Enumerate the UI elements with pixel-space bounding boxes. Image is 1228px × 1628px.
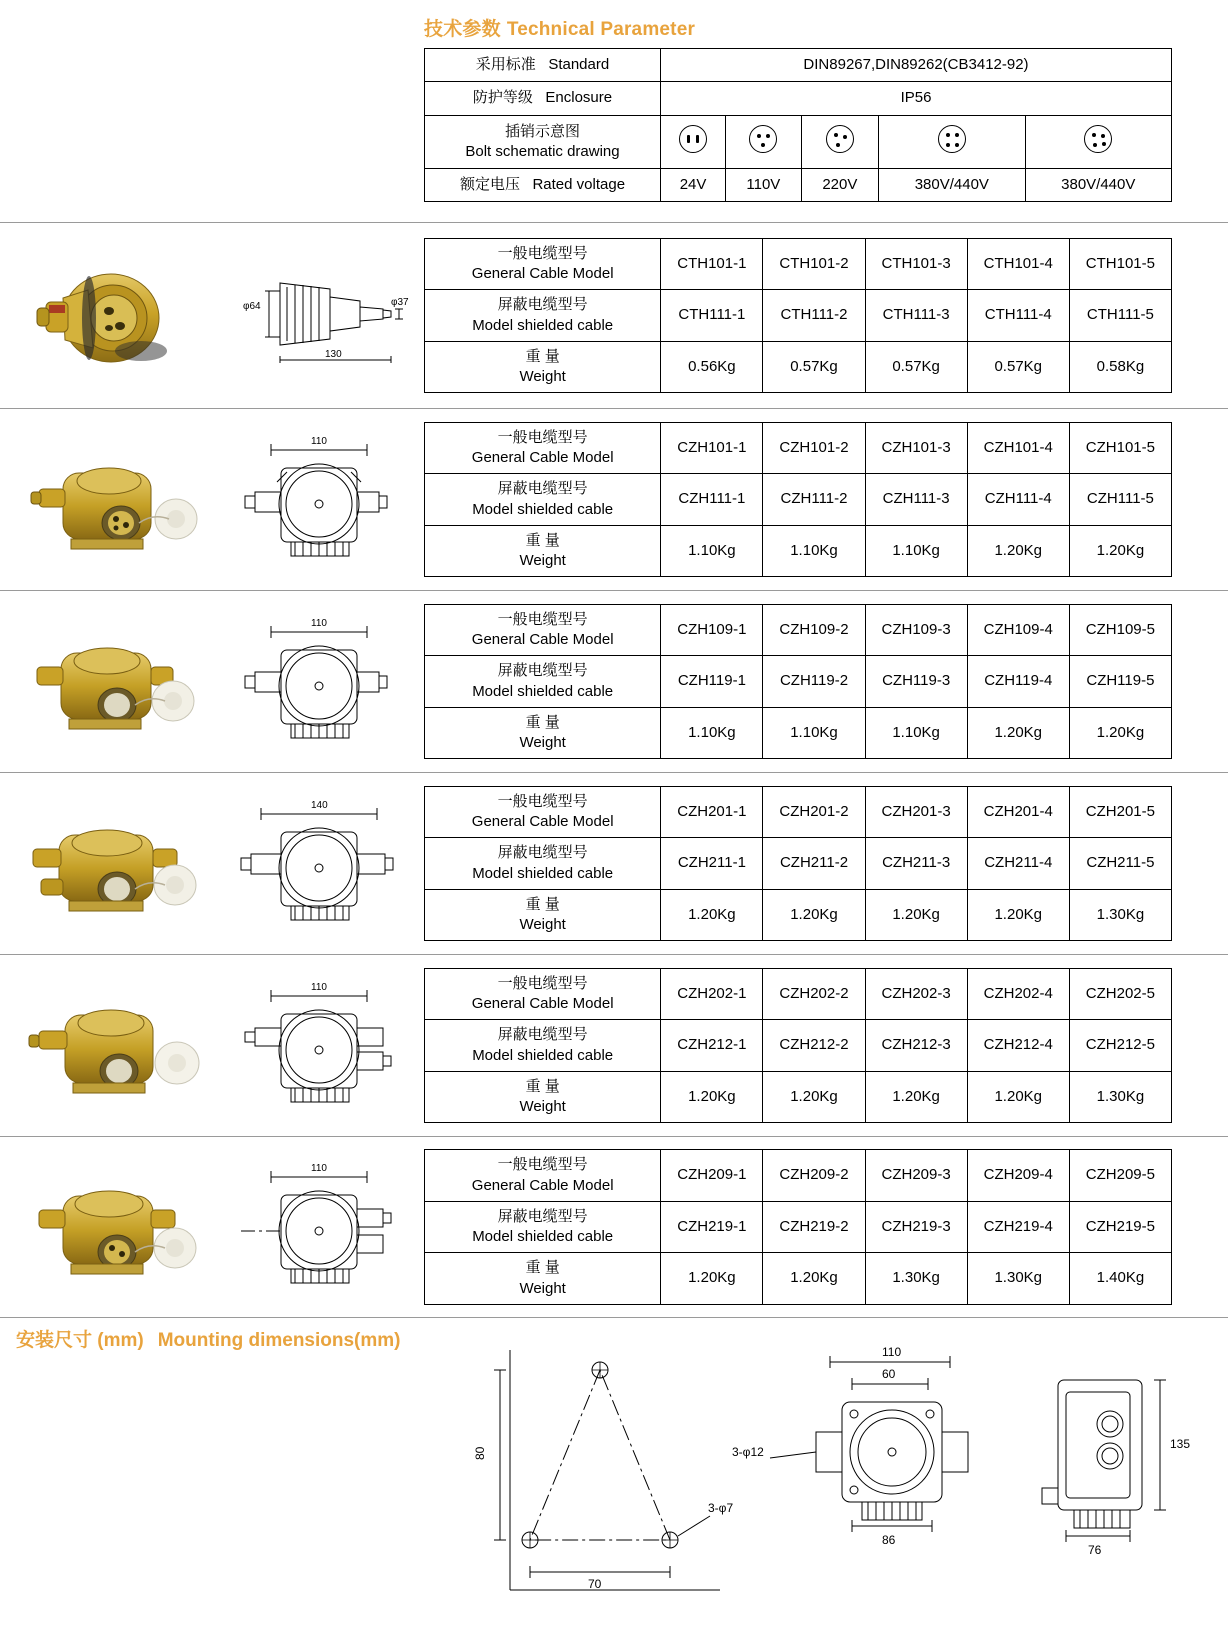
socket-photo — [13, 435, 203, 565]
weight-label-en: Weight — [519, 734, 566, 751]
model-cell: CTH101-1 — [661, 238, 763, 290]
shielded-cable-label-en: Model shielded cable — [472, 316, 614, 334]
model-cell: CTH101-3 — [865, 238, 967, 290]
pin-glyph-icon — [749, 125, 777, 153]
model-cell: CZH202-5 — [1069, 968, 1171, 1020]
mounting-drawings — [470, 1340, 1210, 1610]
model-cell: CZH111-3 — [865, 474, 967, 526]
model-cell: CZH219-1 — [661, 1201, 763, 1253]
model-cell: CZH209-4 — [967, 1150, 1069, 1202]
product-row — [0, 772, 1228, 954]
weight-label — [425, 1253, 661, 1305]
shielded-cable-label-cn: 屏蔽电缆型号 — [497, 480, 588, 498]
dim-front-width: 110 — [882, 1345, 902, 1359]
mounting-title-en: Mounting dimensions(mm) — [157, 1330, 401, 1351]
general-cable-label-cn: 一般电缆型号 — [497, 792, 588, 810]
model-cell: CZH209-1 — [661, 1150, 763, 1202]
standard-label-en: Standard — [548, 56, 610, 73]
socket-photo — [13, 617, 203, 747]
weight-label — [425, 525, 661, 577]
weight-cell: 1.20Kg — [865, 889, 967, 941]
dimension-drawing — [225, 794, 415, 934]
product-row — [0, 222, 1228, 408]
model-cell: CZH201-5 — [1069, 786, 1171, 838]
model-cell: CTH111-2 — [763, 290, 865, 342]
product-row — [0, 408, 1228, 590]
shielded-cable-label-cn: 屏蔽电缆型号 — [497, 844, 588, 862]
weight-cell: 1.30Kg — [1069, 1071, 1171, 1123]
enclosure-row — [425, 82, 1172, 115]
weight-cell: 1.20Kg — [661, 889, 763, 941]
weight-label — [425, 707, 661, 759]
model-cell: CZH111-1 — [661, 474, 763, 526]
technical-parameter-title-cn: 技术参数 — [424, 19, 501, 40]
model-table-czh201 — [424, 786, 1172, 942]
model-cell: CZH119-3 — [865, 656, 967, 708]
model-table-czh209 — [424, 1149, 1172, 1305]
standard-label — [425, 49, 661, 82]
model-cell: CZH202-1 — [661, 968, 763, 1020]
dimension-drawing — [225, 261, 415, 371]
model-cell: CZH212-1 — [661, 1020, 763, 1072]
weight-row — [425, 341, 1172, 393]
rated-voltage-label-cn: 额定电压 — [459, 176, 520, 193]
shielded-cable-label — [425, 1020, 661, 1072]
model-cell: CZH111-5 — [1069, 474, 1171, 526]
pin-glyph-icon — [826, 125, 854, 153]
model-cell: CZH119-2 — [763, 656, 865, 708]
shielded-cable-row — [425, 838, 1172, 890]
weight-cell: 1.10Kg — [865, 525, 967, 577]
model-cell: CZH211-2 — [763, 838, 865, 890]
general-cable-label — [425, 968, 661, 1020]
weight-cell: 1.20Kg — [763, 1253, 865, 1305]
weight-cell: 1.30Kg — [865, 1253, 967, 1305]
dim-triangle-height: 80 — [473, 1446, 487, 1460]
general-cable-label-en: General Cable Model — [471, 265, 614, 282]
weight-cell: 0.56Kg — [661, 341, 763, 393]
product-photo-czh201 — [0, 799, 216, 929]
weight-label — [425, 341, 661, 393]
weight-cell: 1.20Kg — [967, 525, 1069, 577]
model-cell: CZH211-4 — [967, 838, 1069, 890]
weight-row — [425, 889, 1172, 941]
dim-side-height: 135 — [1170, 1437, 1191, 1451]
shielded-cable-label — [425, 290, 661, 342]
shielded-cable-label-cn: 屏蔽电缆型号 — [497, 1207, 588, 1225]
model-cell: CZH101-1 — [661, 422, 763, 474]
weight-label-en: Weight — [519, 552, 566, 569]
product-drawing-czh101 — [216, 430, 424, 570]
model-cell: CZH119-1 — [661, 656, 763, 708]
general-cable-label — [425, 786, 661, 838]
general-cable-label-en: General Cable Model — [471, 995, 614, 1012]
pin-diagram-3pole-a — [726, 115, 802, 169]
shielded-cable-row — [425, 290, 1172, 342]
standard-label-cn: 采用标准 — [475, 56, 536, 73]
weight-label-en: Weight — [519, 916, 566, 933]
standard-value: DIN89267,DIN89262(CB3412-92) — [661, 49, 1172, 82]
technical-parameter-title — [424, 14, 695, 41]
pin-glyph-icon — [1084, 125, 1112, 153]
weight-label-cn: 重 量 — [525, 531, 560, 549]
weight-label-en: Weight — [519, 1279, 566, 1297]
model-cell: CZH109-2 — [763, 604, 865, 656]
dimension-drawing — [225, 430, 415, 570]
dim-triangle-base: 70 — [588, 1577, 602, 1591]
model-cell: CZH201-4 — [967, 786, 1069, 838]
shielded-cable-label-en: Model shielded cable — [472, 1228, 614, 1245]
general-cable-row — [425, 422, 1172, 474]
model-table-cth101 — [424, 238, 1172, 394]
bolt-schematic-label-en: Bolt schematic drawing — [465, 142, 620, 160]
shielded-cable-label — [425, 838, 661, 890]
model-cell: CZH109-5 — [1069, 604, 1171, 656]
general-cable-label — [425, 604, 661, 656]
rated-voltage-row — [425, 169, 1172, 202]
shielded-cable-row — [425, 1201, 1172, 1253]
general-cable-label-en: General Cable Model — [471, 1176, 614, 1194]
model-cell: CZH109-4 — [967, 604, 1069, 656]
model-cell: CZH109-3 — [865, 604, 967, 656]
shielded-cable-label — [425, 474, 661, 526]
weight-label-en: Weight — [519, 1098, 566, 1115]
product-drawing-czh202 — [216, 976, 424, 1116]
product-drawing-cth101 — [216, 261, 424, 371]
model-cell: CZH219-3 — [865, 1201, 967, 1253]
rated-voltage-value: 110V — [726, 169, 802, 202]
weight-cell: 1.10Kg — [865, 707, 967, 759]
general-cable-row — [425, 1150, 1172, 1202]
shielded-cable-label-en: Model shielded cable — [472, 500, 614, 518]
weight-cell: 1.10Kg — [661, 707, 763, 759]
mounting-dimensions-title — [16, 1325, 401, 1352]
weight-cell: 1.40Kg — [1069, 1253, 1171, 1305]
product-photo-czh209 — [0, 1162, 216, 1292]
shielded-cable-label-cn: 屏蔽电缆型号 — [497, 1026, 588, 1044]
model-cell: CZH101-4 — [967, 422, 1069, 474]
socket-photo — [13, 799, 203, 929]
model-cell: CTH111-1 — [661, 290, 763, 342]
model-cell: CZH202-4 — [967, 968, 1069, 1020]
dim-side-base: 76 — [1088, 1543, 1102, 1557]
model-cell: CZH119-4 — [967, 656, 1069, 708]
product-row — [0, 954, 1228, 1136]
plug-photo — [13, 256, 203, 376]
pin-glyph-icon — [679, 125, 707, 153]
general-cable-label-en: General Cable Model — [471, 813, 614, 830]
weight-cell: 0.57Kg — [763, 341, 865, 393]
weight-label-en: Weight — [519, 368, 566, 385]
pin-diagram-2pole — [661, 115, 726, 169]
weight-cell: 1.20Kg — [1069, 525, 1171, 577]
model-cell: CZH211-5 — [1069, 838, 1171, 890]
general-cable-row — [425, 968, 1172, 1020]
shielded-cable-label — [425, 656, 661, 708]
model-cell: CZH109-1 — [661, 604, 763, 656]
dim-front-inner: 60 — [882, 1367, 896, 1381]
model-cell: CZH209-2 — [763, 1150, 865, 1202]
dim-front-holes: 3-φ12 — [732, 1445, 764, 1459]
dimension-drawing — [225, 976, 415, 1116]
bolt-schematic-row — [425, 115, 1172, 169]
shielded-cable-label-cn: 屏蔽电缆型号 — [497, 296, 588, 314]
weight-row — [425, 1253, 1172, 1305]
rated-voltage-value: 220V — [801, 169, 878, 202]
rated-voltage-value: 24V — [661, 169, 726, 202]
model-cell: CZH119-5 — [1069, 656, 1171, 708]
weight-cell: 1.20Kg — [763, 1071, 865, 1123]
product-drawing-czh201 — [216, 794, 424, 934]
model-cell: CTH111-3 — [865, 290, 967, 342]
bolt-schematic-label — [425, 115, 661, 169]
socket-photo — [13, 1162, 203, 1292]
shielded-cable-label-cn: 屏蔽电缆型号 — [497, 662, 588, 680]
general-cable-label-cn: 一般电缆型号 — [497, 244, 588, 262]
model-cell: CZH212-5 — [1069, 1020, 1171, 1072]
weight-cell: 1.20Kg — [1069, 707, 1171, 759]
weight-cell: 1.10Kg — [661, 525, 763, 577]
dimension-drawing — [225, 612, 415, 752]
bolt-schematic-label-cn: 插销示意图 — [504, 122, 580, 140]
pin-diagram-4pole-a — [879, 115, 1025, 169]
model-cell: CTH111-4 — [967, 290, 1069, 342]
model-cell: CZH101-2 — [763, 422, 865, 474]
general-cable-label — [425, 1150, 661, 1202]
weight-row — [425, 1071, 1172, 1123]
model-cell: CZH219-4 — [967, 1201, 1069, 1253]
weight-cell: 1.20Kg — [661, 1071, 763, 1123]
mounting-drawing-svg — [470, 1340, 1210, 1610]
general-cable-label — [425, 422, 661, 474]
general-cable-label-cn: 一般电缆型号 — [497, 974, 588, 992]
dim-width: 140 — [311, 799, 328, 811]
model-table-czh101 — [424, 422, 1172, 578]
weight-cell: 1.20Kg — [967, 1071, 1069, 1123]
shielded-cable-row — [425, 656, 1172, 708]
general-cable-label — [425, 238, 661, 290]
shielded-cable-row — [425, 1020, 1172, 1072]
shielded-cable-label-en: Model shielded cable — [472, 682, 614, 700]
general-cable-label-cn: 一般电缆型号 — [497, 428, 588, 446]
weight-cell: 1.10Kg — [763, 525, 865, 577]
weight-label-cn: 重 量 — [525, 347, 560, 365]
model-cell: CZH211-3 — [865, 838, 967, 890]
pin-glyph-icon — [938, 125, 966, 153]
weight-label-cn: 重 量 — [525, 1077, 560, 1095]
rated-voltage-label-en: Rated voltage — [532, 176, 626, 193]
model-cell: CZH209-3 — [865, 1150, 967, 1202]
model-cell: CZH201-2 — [763, 786, 865, 838]
model-table-czh109 — [424, 604, 1172, 760]
model-cell: CZH219-2 — [763, 1201, 865, 1253]
general-cable-label-en: General Cable Model — [471, 449, 614, 466]
weight-cell: 1.10Kg — [763, 707, 865, 759]
general-cable-label-cn: 一般电缆型号 — [497, 1156, 588, 1174]
shielded-cable-label-en: Model shielded cable — [472, 1046, 614, 1064]
model-cell: CTH111-5 — [1069, 290, 1171, 342]
weight-cell: 1.20Kg — [763, 889, 865, 941]
model-cell: CZH211-1 — [661, 838, 763, 890]
weight-cell: 1.20Kg — [865, 1071, 967, 1123]
model-cell: CTH101-5 — [1069, 238, 1171, 290]
rated-voltage-value: 380V/440V — [1025, 169, 1171, 202]
weight-cell: 1.30Kg — [967, 1253, 1069, 1305]
enclosure-label — [425, 82, 661, 115]
model-cell: CZH201-1 — [661, 786, 763, 838]
rated-voltage-value: 380V/440V — [879, 169, 1025, 202]
product-drawing-czh109 — [216, 612, 424, 752]
technical-parameter-table — [424, 48, 1172, 202]
technical-parameter-title-en: Technical Parameter — [506, 19, 696, 40]
model-cell: CZH212-2 — [763, 1020, 865, 1072]
weight-label-cn: 重 量 — [525, 895, 560, 913]
weight-cell: 1.30Kg — [1069, 889, 1171, 941]
model-cell: CTH101-4 — [967, 238, 1069, 290]
product-photo-czh101 — [0, 435, 216, 565]
model-cell: CZH212-4 — [967, 1020, 1069, 1072]
model-cell: CZH101-3 — [865, 422, 967, 474]
enclosure-label-en: Enclosure — [545, 89, 613, 107]
model-cell: CZH202-3 — [865, 968, 967, 1020]
shielded-cable-label — [425, 1201, 661, 1253]
general-cable-row — [425, 786, 1172, 838]
model-cell: CZH209-5 — [1069, 1150, 1171, 1202]
dimension-drawing — [225, 1157, 415, 1297]
general-cable-row — [425, 604, 1172, 656]
dim-width: 110 — [311, 981, 327, 993]
dim-d2: φ37 — [391, 296, 409, 308]
weight-cell: 1.20Kg — [661, 1253, 763, 1305]
pin-diagram-3pole-b — [801, 115, 878, 169]
weight-row — [425, 707, 1172, 759]
general-cable-label-cn: 一般电缆型号 — [497, 610, 588, 628]
weight-cell: 0.57Kg — [967, 341, 1069, 393]
mounting-title-cn: 安装尺寸 (mm) — [16, 1330, 144, 1351]
weight-cell: 0.58Kg — [1069, 341, 1171, 393]
product-row — [0, 590, 1228, 772]
pin-diagram-4pole-b — [1025, 115, 1171, 169]
dim-triangle-holes: 3-φ7 — [708, 1501, 734, 1515]
enclosure-value: IP56 — [661, 82, 1172, 115]
shielded-cable-row — [425, 474, 1172, 526]
dim-width: 110 — [311, 617, 327, 629]
model-table-czh202 — [424, 968, 1172, 1124]
model-cell: CZH111-2 — [763, 474, 865, 526]
weight-cell: 1.20Kg — [967, 889, 1069, 941]
dim-width: 110 — [311, 435, 327, 447]
product-drawing-czh209 — [216, 1157, 424, 1297]
weight-cell: 0.57Kg — [865, 341, 967, 393]
model-cell: CTH101-2 — [763, 238, 865, 290]
model-cell: CZH201-3 — [865, 786, 967, 838]
weight-cell: 1.20Kg — [967, 707, 1069, 759]
model-cell: CZH202-2 — [763, 968, 865, 1020]
dim-width: 110 — [311, 1163, 327, 1174]
model-cell: CZH212-3 — [865, 1020, 967, 1072]
weight-label — [425, 889, 661, 941]
rated-voltage-label — [425, 169, 661, 202]
general-cable-label-en: General Cable Model — [471, 631, 614, 648]
weight-row — [425, 525, 1172, 577]
standard-row — [425, 49, 1172, 82]
weight-label-cn: 重 量 — [525, 713, 560, 731]
product-photo-czh109 — [0, 617, 216, 747]
weight-label — [425, 1071, 661, 1123]
general-cable-row — [425, 238, 1172, 290]
dim-d1: φ64 — [243, 300, 261, 312]
product-rows — [0, 222, 1228, 1318]
product-photo-czh202 — [0, 981, 216, 1111]
shielded-cable-label-en: Model shielded cable — [472, 864, 614, 882]
product-photo-cth101 — [0, 256, 216, 376]
product-row — [0, 1136, 1228, 1318]
model-cell: CZH219-5 — [1069, 1201, 1171, 1253]
weight-label-cn: 重 量 — [525, 1259, 560, 1277]
socket-photo — [13, 981, 203, 1111]
dim-length: 130 — [325, 348, 342, 360]
model-cell: CZH111-4 — [967, 474, 1069, 526]
enclosure-label-cn: 防护等级 — [472, 89, 533, 107]
dim-front-base: 86 — [882, 1533, 896, 1547]
model-cell: CZH101-5 — [1069, 422, 1171, 474]
